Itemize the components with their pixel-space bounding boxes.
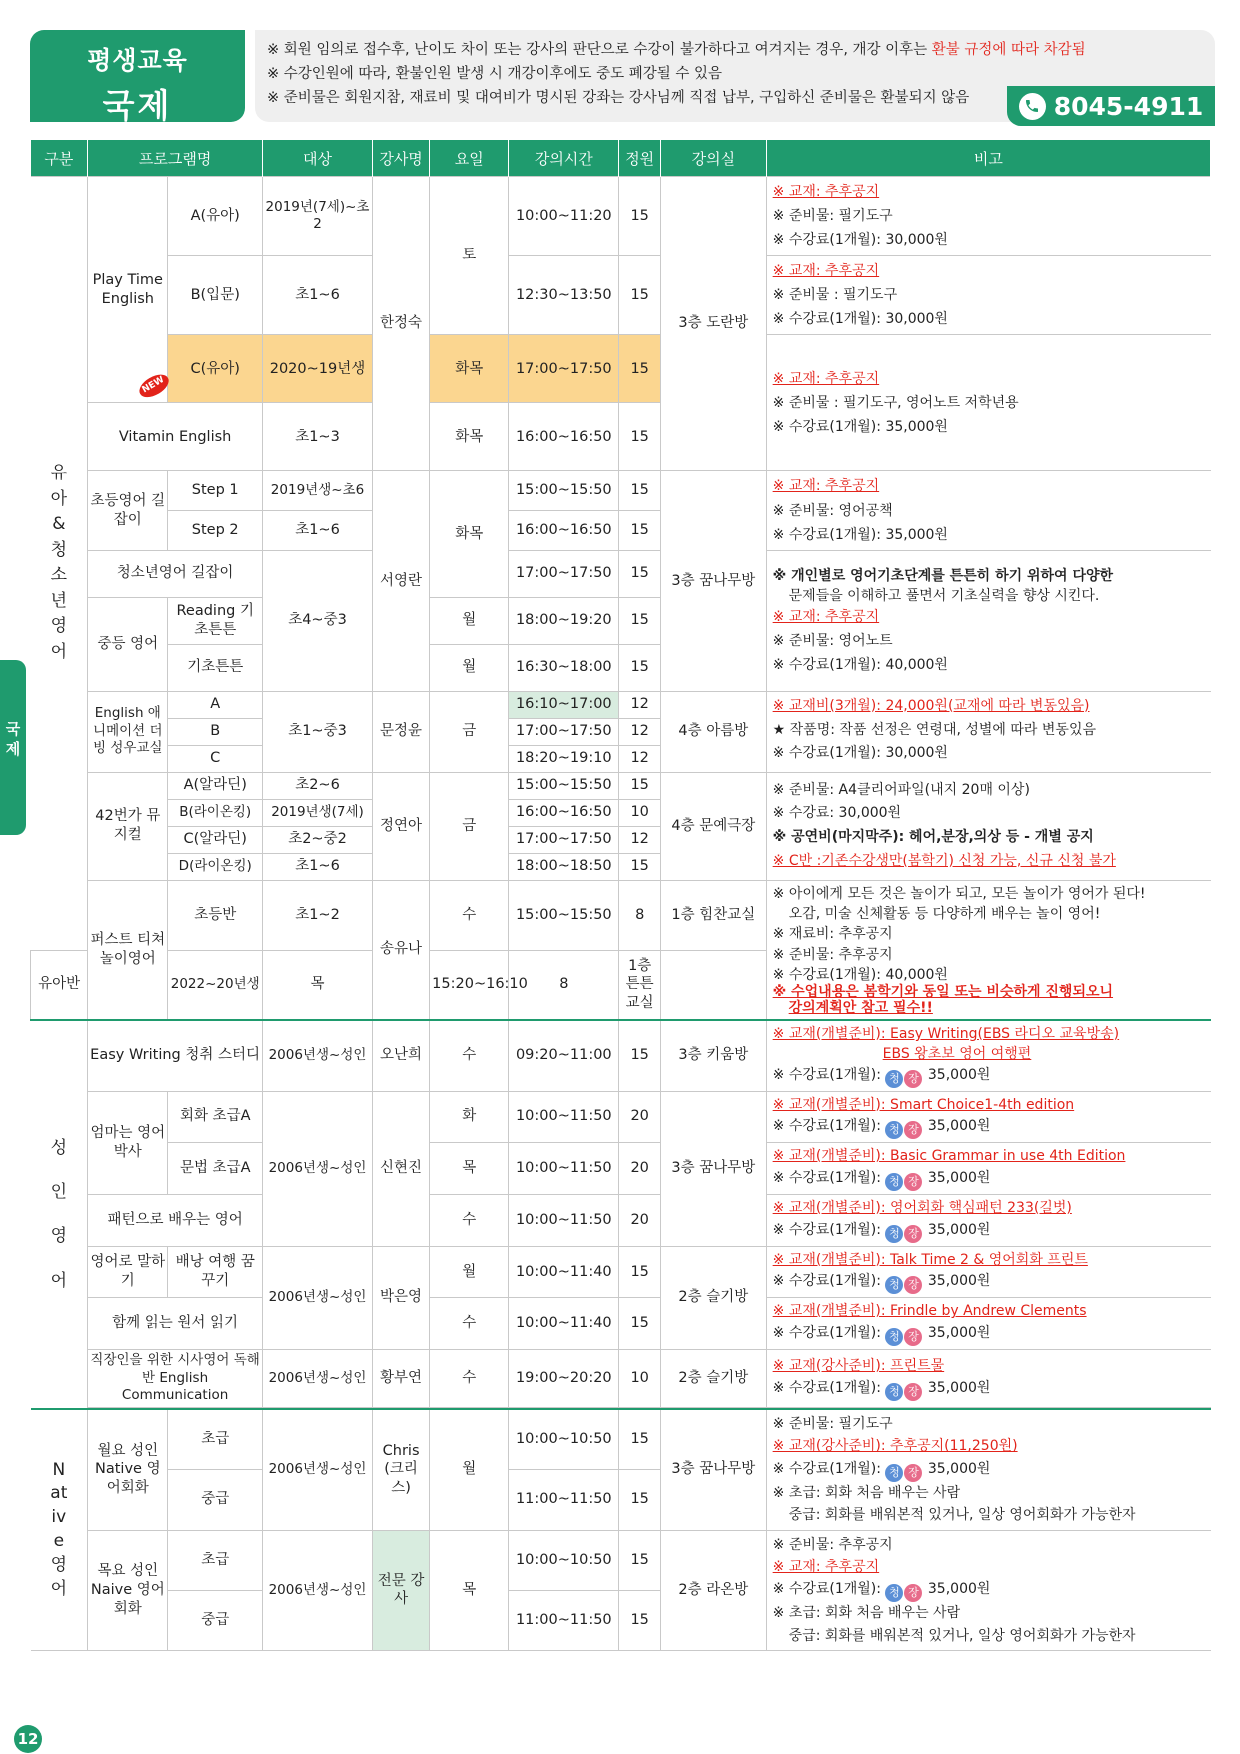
badge-icon: 장 bbox=[904, 1121, 922, 1139]
time: 18:20~19:10 bbox=[509, 745, 619, 772]
col-header: 비고 bbox=[766, 140, 1210, 177]
time: 12:30~13:50 bbox=[509, 256, 619, 335]
capacity: 15 bbox=[619, 853, 661, 880]
capacity: 15 bbox=[619, 597, 661, 644]
day: 수 bbox=[430, 1194, 509, 1246]
badge-icon: 청 bbox=[885, 1225, 903, 1243]
badge-icon: 청 bbox=[885, 1276, 903, 1294]
badge-icon: 청 bbox=[885, 1464, 903, 1482]
room: 3층 꿈나무방 bbox=[661, 1091, 767, 1246]
table-row bbox=[31, 1298, 1211, 1350]
capacity: 12 bbox=[619, 745, 661, 772]
target: 초1~2 bbox=[263, 880, 373, 950]
program-name: 직장인을 위한 시사영어 독해반 English Communication bbox=[88, 1350, 263, 1408]
program-name: Vitamin English bbox=[88, 403, 263, 471]
room: 2층 슬기방 bbox=[661, 1246, 767, 1349]
capacity: 15 bbox=[619, 471, 661, 511]
time: 11:00~11:50 bbox=[509, 1590, 619, 1650]
target: 2019년(7세)~초2 bbox=[263, 177, 373, 256]
note: ※ 교재: 추후공지 ※ 준비물 : 필기도구 ※ 수강료(1개월): 30,000원 bbox=[766, 256, 1210, 335]
teacher: 한정숙 bbox=[372, 177, 429, 471]
note: ※ 교재: 추후공지 ※ 준비물: 영어공책 ※ 수강료(1개월): 35,000원 bbox=[766, 471, 1210, 550]
room: 2층 라온방 bbox=[661, 1530, 767, 1651]
program-name: 문법 초급A bbox=[168, 1143, 263, 1195]
badge-icon: 청 bbox=[885, 1328, 903, 1346]
program-group: 영어로 말하기 bbox=[88, 1246, 168, 1298]
time: 10:00~11:20 bbox=[509, 177, 619, 256]
badge-icon: 장 bbox=[904, 1225, 922, 1243]
note: ※ 교재(강사준비): 프린트물 ※ 수강료(1개월): 청 장 35,000원 bbox=[766, 1350, 1210, 1408]
title-line1: 평생교육 bbox=[87, 46, 188, 75]
program-group: 중등 영어 bbox=[88, 597, 168, 691]
note: ※ 개인별로 영어기초단계를 튼튼히 하기 위하여 다양한 문제들을 이해하고 풀면서 기초실력을 향상 시킨다. ※ 교재: 추후공지 ※ 준비물: 영어노트 ※ 수강료(1개월): 40,000원 bbox=[766, 550, 1210, 691]
day: 금 bbox=[430, 691, 509, 772]
badge-icon: 청 bbox=[885, 1173, 903, 1191]
time: 16:00~16:50 bbox=[509, 511, 619, 551]
time: 16:10~17:00 bbox=[509, 691, 619, 718]
program-name: 회화 초급A bbox=[168, 1091, 263, 1143]
target: 2006년생~성인 bbox=[263, 1409, 373, 1530]
capacity: 15 bbox=[619, 1246, 661, 1298]
teacher: 황부연 bbox=[372, 1350, 429, 1408]
badge-icon: 장 bbox=[904, 1276, 922, 1294]
program-name: 기초튼튼 bbox=[168, 644, 263, 691]
program-group: English 애니메이션 더빙 성우교실 bbox=[88, 691, 168, 772]
target: 2019년생~초6 bbox=[263, 471, 373, 511]
program-name: 청소년영어 길잡이 bbox=[88, 550, 263, 597]
program-name: B bbox=[168, 718, 263, 745]
note: ※ 교재: 추후공지 ※ 준비물 : 필기도구, 영어노트 저학년용 ※ 수강료(1개월): 35,000원 bbox=[766, 335, 1210, 471]
table-row bbox=[31, 177, 1211, 256]
time: 10:00~11:50 bbox=[509, 1143, 619, 1195]
category-adult: 성인영어 bbox=[31, 1020, 88, 1409]
time: 15:00~15:50 bbox=[509, 880, 619, 950]
table-row bbox=[31, 471, 1211, 511]
day: 월 bbox=[430, 644, 509, 691]
time: 10:00~10:50 bbox=[509, 1409, 619, 1470]
notice-line: ※ 수강인원에 따라, 환불인원 발생 시 개강이후에도 중도 폐강될 수 있음 bbox=[267, 66, 723, 82]
time: 18:00~19:20 bbox=[509, 597, 619, 644]
day: 월 bbox=[430, 597, 509, 644]
program-name: C bbox=[168, 745, 263, 772]
col-header: 강의시간 bbox=[509, 140, 619, 177]
target: 2006년생~성인 bbox=[263, 1350, 373, 1408]
col-header: 구분 bbox=[31, 140, 88, 177]
capacity: 15 bbox=[619, 1530, 661, 1590]
day: 수 bbox=[430, 1298, 509, 1350]
teacher: Chris (크리스) bbox=[372, 1409, 429, 1530]
phone-badge[interactable] bbox=[1007, 86, 1215, 126]
program-name: 중급 bbox=[168, 1590, 263, 1650]
teacher: 박은영 bbox=[372, 1246, 429, 1349]
table-row bbox=[31, 1409, 1211, 1470]
note: ※ 교재(개별준비): Smart Choice1-4th edition ※ 수강료(1개월): 청 장 35,000원 bbox=[766, 1091, 1210, 1143]
program-name: Step 2 bbox=[168, 511, 263, 551]
target: 초1~6 bbox=[263, 256, 373, 335]
note: ※ 교재(개별준비): 영어회화 핵심패턴 233(길벗) ※ 수강료(1개월): 청 장 35,000원 bbox=[766, 1194, 1210, 1246]
capacity: 20 bbox=[619, 1194, 661, 1246]
note: ※ 교재(개별준비): Talk Time 2 & 영어회화 프린트 ※ 수강료(1개월): 청 장 35,000원 bbox=[766, 1246, 1210, 1298]
time: 10:00~11:40 bbox=[509, 1298, 619, 1350]
target: 초1~6 bbox=[263, 853, 373, 880]
target: 2019년생(7세) bbox=[263, 799, 373, 826]
program-name: Easy Writing 청취 스터디 bbox=[88, 1020, 263, 1091]
table-row bbox=[31, 1194, 1211, 1246]
capacity: 15 bbox=[619, 256, 661, 335]
note: ※ 교재: 추후공지 ※ 준비물: 필기도구 ※ 수강료(1개월): 30,000원 bbox=[766, 177, 1210, 256]
room: 3층 도란방 bbox=[661, 177, 767, 471]
day: 수 bbox=[430, 1350, 509, 1408]
table-row bbox=[31, 880, 1211, 950]
title-box bbox=[30, 30, 245, 125]
target: 2006년생~성인 bbox=[263, 1020, 373, 1091]
table-row bbox=[31, 772, 1211, 799]
teacher: 전문 강사 bbox=[372, 1530, 429, 1651]
day: 금 bbox=[430, 772, 509, 880]
program-name: C(알라딘) bbox=[168, 826, 263, 853]
program-group: 42번가 뮤지컬 bbox=[88, 772, 168, 880]
time: 15:00~15:50 bbox=[509, 772, 619, 799]
program-name: 함께 읽는 원서 읽기 bbox=[88, 1298, 263, 1350]
program-group: 월요 성인 Native 영어회화 bbox=[88, 1409, 168, 1530]
time: 19:00~20:20 bbox=[509, 1350, 619, 1408]
badge-icon: 장 bbox=[904, 1070, 922, 1088]
note: ※ 준비물: A4클리어파일(내지 20매 이상) ※ 수강료: 30,000원 ※ 공연비(마지막주): 헤어,분장,의상 등 - 개별 공지 ※ C반 :기존수강생만(봄학기) 신청 가능, 신규 신청 불가 bbox=[766, 772, 1210, 880]
target: 초1~3 bbox=[263, 403, 373, 471]
capacity: 15 bbox=[619, 1409, 661, 1470]
day: 화목 bbox=[430, 403, 509, 471]
capacity: 15 bbox=[619, 1590, 661, 1650]
program-group: 초등영어 길잡이 bbox=[88, 471, 168, 550]
capacity: 8 bbox=[619, 880, 661, 950]
time: 10:00~10:50 bbox=[509, 1530, 619, 1590]
capacity: 15 bbox=[619, 1298, 661, 1350]
time: 17:00~17:50 bbox=[509, 335, 619, 403]
table-row bbox=[31, 1143, 1211, 1195]
teacher: 오난희 bbox=[372, 1020, 429, 1091]
day: 화 bbox=[430, 1091, 509, 1143]
room: 1층 힘찬교실 bbox=[661, 880, 767, 950]
day: 화목 bbox=[430, 471, 509, 597]
table-row bbox=[31, 256, 1211, 335]
table-row bbox=[31, 1020, 1211, 1091]
time: 15:00~15:50 bbox=[509, 471, 619, 511]
capacity: 15 bbox=[619, 403, 661, 471]
time: 17:00~17:50 bbox=[509, 550, 619, 597]
col-header: 대상 bbox=[263, 140, 373, 177]
side-tab: 국제 bbox=[0, 660, 26, 835]
time: 17:00~17:50 bbox=[509, 718, 619, 745]
capacity: 20 bbox=[619, 1143, 661, 1195]
room: 3층 꿈나무방 bbox=[661, 1409, 767, 1530]
capacity: 15 bbox=[619, 772, 661, 799]
time: 10:00~11:50 bbox=[509, 1091, 619, 1143]
title-line2: 국제 bbox=[102, 86, 173, 125]
table-row bbox=[31, 1350, 1211, 1408]
day: 목 bbox=[430, 1530, 509, 1651]
badge-icon: 장 bbox=[904, 1328, 922, 1346]
time: 15:20~16:10 bbox=[430, 950, 509, 1020]
program-name: A(알라딘) bbox=[168, 772, 263, 799]
capacity: 8 bbox=[509, 950, 619, 1020]
day: 목 bbox=[263, 950, 373, 1020]
room: 1층 튼튼교실 bbox=[619, 950, 661, 1020]
time: 10:00~11:40 bbox=[509, 1246, 619, 1298]
program-name: 초급 bbox=[168, 1530, 263, 1590]
table-row bbox=[31, 1530, 1211, 1590]
table-header bbox=[31, 140, 1211, 177]
program-name: Step 1 bbox=[168, 471, 263, 511]
day: 목 bbox=[430, 1143, 509, 1195]
col-header: 강의실 bbox=[661, 140, 767, 177]
capacity: 20 bbox=[619, 1091, 661, 1143]
badge-icon: 청 bbox=[885, 1584, 903, 1602]
program-name: 초등반 bbox=[168, 880, 263, 950]
capacity: 15 bbox=[619, 1020, 661, 1091]
capacity: 10 bbox=[619, 1350, 661, 1408]
table-row bbox=[31, 1091, 1211, 1143]
target: 2006년생~성인 bbox=[263, 1091, 373, 1246]
time: 10:00~11:50 bbox=[509, 1194, 619, 1246]
badge-icon: 장 bbox=[904, 1584, 922, 1602]
program-name: Reading 기초튼튼 bbox=[168, 597, 263, 644]
program-name: A bbox=[168, 691, 263, 718]
program-name: 유아반 bbox=[31, 950, 88, 1020]
col-header: 정원 bbox=[619, 140, 661, 177]
program-name: B(입문) bbox=[168, 256, 263, 335]
time: 17:00~17:50 bbox=[509, 826, 619, 853]
teacher: 정연아 bbox=[372, 772, 429, 880]
day: 월 bbox=[430, 1409, 509, 1530]
new-badge: NEW bbox=[138, 374, 170, 395]
badge-icon: 청 bbox=[885, 1383, 903, 1401]
target: 초1~중3 bbox=[263, 691, 373, 772]
target: 2006년생~성인 bbox=[263, 1246, 373, 1349]
capacity: 15 bbox=[619, 1470, 661, 1531]
table-row bbox=[31, 1246, 1211, 1298]
teacher: 송유나 bbox=[372, 880, 429, 1020]
capacity: 15 bbox=[619, 335, 661, 403]
capacity: 12 bbox=[619, 691, 661, 718]
badge-icon: 청 bbox=[885, 1121, 903, 1139]
teacher: 문정윤 bbox=[372, 691, 429, 772]
day: 토 bbox=[430, 177, 509, 335]
capacity: 15 bbox=[619, 511, 661, 551]
program-name: 초급 bbox=[168, 1409, 263, 1470]
notice-line: ※ 회원 임의로 접수후, 난이도 차이 또는 강사의 판단으로 수강이 불가하다고 여겨지는 경우, 개강 이후는 환불 규정에 따라 차감됨 bbox=[267, 42, 1086, 58]
teacher: 서영란 bbox=[372, 471, 429, 691]
schedule-body bbox=[30, 140, 1211, 1651]
category-youth: 유아&청소년영어 bbox=[31, 177, 88, 951]
target: 초1~6 bbox=[263, 511, 373, 551]
note: ※ 교재(개별준비): Frindle by Andrew Clements ※ 수강료(1개월): 청 장 35,000원 bbox=[766, 1298, 1210, 1350]
capacity: 15 bbox=[619, 550, 661, 597]
target: 초2~6 bbox=[263, 772, 373, 799]
category-native: Native영어 bbox=[31, 1409, 88, 1651]
room: 2층 슬기방 bbox=[661, 1350, 767, 1408]
program-group: 엄마는 영어박사 bbox=[88, 1091, 168, 1194]
capacity: 10 bbox=[619, 799, 661, 826]
time: 09:20~11:00 bbox=[509, 1020, 619, 1091]
notice-line: ※ 준비물은 회원지참, 재료비 및 대여비가 명시된 강좌는 강사님께 직접 납부, 구입하신 준비물은 환불되지 않음 bbox=[267, 90, 970, 106]
target: 2022~20년생 bbox=[168, 950, 263, 1020]
teacher: 신현진 bbox=[372, 1091, 429, 1246]
col-header: 요일 bbox=[430, 140, 509, 177]
note: ※ 준비물: 필기도구 ※ 교재(강사준비): 추후공지(11,250원) ※ 수강료(1개월): 청 장 35,000원 ※ 초급: 회화 처음 배우는 사람 중급: 회화를 배워본적 있거나, 일상 영어회화가 가능한자 bbox=[766, 1409, 1210, 1530]
program-name: D(라이온킹) bbox=[168, 853, 263, 880]
program-name: A(유아) bbox=[168, 177, 263, 256]
program-group: 퍼스트 티쳐 놀이영어 bbox=[88, 880, 168, 1020]
note: ※ 교재(개별준비): Basic Grammar in use 4th Edition ※ 수강료(1개월): 청 장 35,000원 bbox=[766, 1143, 1210, 1195]
phone-icon bbox=[1019, 93, 1046, 120]
capacity: 15 bbox=[619, 177, 661, 256]
header bbox=[30, 30, 1215, 125]
program-name: 배낭 여행 꿈꾸기 bbox=[168, 1246, 263, 1298]
badge-icon: 장 bbox=[904, 1173, 922, 1191]
program-name: 패턴으로 배우는 영어 bbox=[88, 1194, 263, 1246]
day: 수 bbox=[430, 880, 509, 950]
capacity: 15 bbox=[619, 644, 661, 691]
col-header: 프로그램명 bbox=[88, 140, 263, 177]
time: 16:00~16:50 bbox=[509, 403, 619, 471]
target: 2020~19년생 bbox=[263, 335, 373, 403]
time: 11:00~11:50 bbox=[509, 1470, 619, 1531]
note: ※ 교재(개별준비): Easy Writing(EBS 라디오 교육방송) EBS 왕초보 영어 여행편 ※ 수강료(1개월): 청 장 35,000원 bbox=[766, 1020, 1210, 1091]
program-group: 목요 성인 Naive 영어회화 bbox=[88, 1530, 168, 1651]
time: 18:00~18:50 bbox=[509, 853, 619, 880]
room: 3층 키움방 bbox=[661, 1020, 767, 1091]
badge-icon: 장 bbox=[904, 1464, 922, 1482]
badge-icon: 장 bbox=[904, 1383, 922, 1401]
table-row bbox=[31, 550, 1211, 597]
target: 초2~중2 bbox=[263, 826, 373, 853]
target: 초4~중3 bbox=[263, 550, 373, 691]
day: 월 bbox=[430, 1246, 509, 1298]
target: 2006년생~성인 bbox=[263, 1530, 373, 1651]
program-name: C(유아) bbox=[168, 335, 263, 403]
capacity: 12 bbox=[619, 826, 661, 853]
room: 4층 문예극장 bbox=[661, 772, 767, 880]
col-header: 강사명 bbox=[372, 140, 429, 177]
note: ※ 준비물: 추후공지 ※ 교재: 추후공지 ※ 수강료(1개월): 청 장 35,000원 ※ 초급: 회화 처음 배우는 사람 중급: 회화를 배워본적 있거나, 일상 영어회화가 가능한자 bbox=[766, 1530, 1210, 1651]
room: 4층 아름방 bbox=[661, 691, 767, 772]
page-number: 12 bbox=[14, 1725, 42, 1753]
time: 16:30~18:00 bbox=[509, 644, 619, 691]
note: ※ 아이에게 모든 것은 놀이가 되고, 모든 놀이가 영어가 된다! 오감, 미술 신체활동 등 다양하게 배우는 놀이 영어! ※ 재료비: 추후공지 ※ 준비물: 추후공지 ※ 수강료(1개월): 40,000원 ※ 수업내용은 봄학기와 동일 또는 비슷하게 진행되오니 강의계획안 참고 필수!! bbox=[766, 880, 1210, 1020]
program-name: 중급 bbox=[168, 1470, 263, 1531]
program-group: Play Time English NEW bbox=[88, 177, 168, 403]
day: 화목 bbox=[430, 335, 509, 403]
table-row bbox=[31, 691, 1211, 718]
room: 3층 꿈나무방 bbox=[661, 471, 767, 691]
capacity: 12 bbox=[619, 718, 661, 745]
phone-number: 8045-4911 bbox=[1053, 91, 1204, 121]
time: 16:00~16:50 bbox=[509, 799, 619, 826]
program-name: B(라이온킹) bbox=[168, 799, 263, 826]
note: ※ 교재비(3개월): 24,000원(교재에 따라 변동있음) ★ 작품명: 작품 선정은 연령대, 성별에 따라 변동있음 ※ 수강료(1개월): 30,000원 bbox=[766, 691, 1210, 772]
table-row bbox=[31, 335, 1211, 403]
day: 수 bbox=[430, 1020, 509, 1091]
badge-icon: 청 bbox=[885, 1070, 903, 1088]
